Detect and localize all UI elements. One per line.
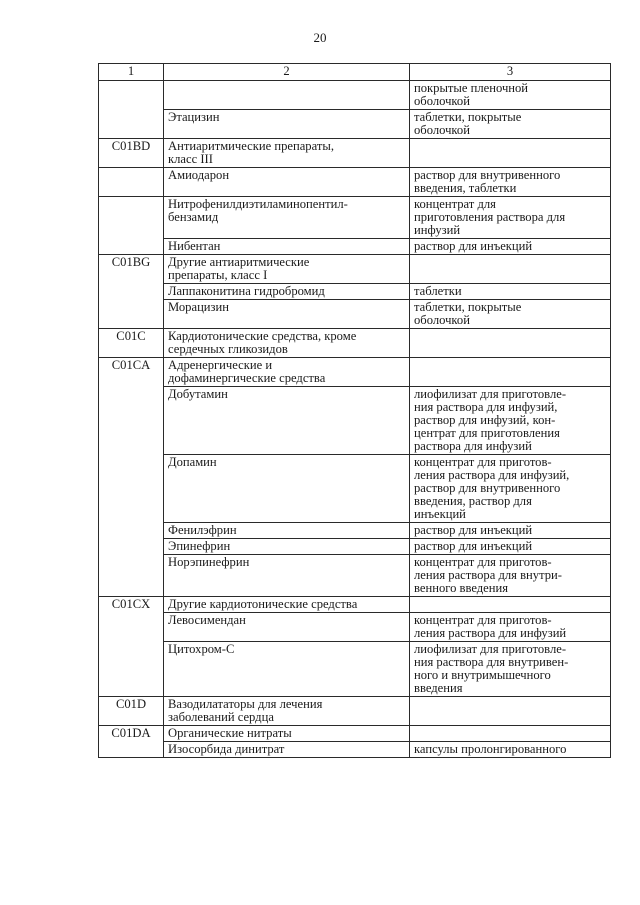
dosage-form-cell (410, 255, 611, 284)
table-row (99, 255, 611, 284)
dosage-form-cell: концентрат для приготов- ления раствора для внутри- венного введения (410, 555, 611, 597)
table-row (99, 239, 611, 255)
atc-code-cell: C01CA (99, 358, 164, 597)
table-row (99, 597, 611, 613)
dosage-form-cell: концентрат для приготов- ления раствора для инфузий, раствор для внутривенного введения, раствор для инъекций (410, 455, 611, 523)
atc-code-cell: C01D (99, 697, 164, 726)
dosage-form-cell: раствор для инъекций (410, 539, 611, 555)
dosage-form-cell: таблетки, покрытые оболочкой (410, 300, 611, 329)
table-row (99, 697, 611, 726)
drug-name-cell: Норэпинефрин (164, 555, 410, 597)
table-row (99, 358, 611, 387)
table-row (99, 139, 611, 168)
group-name-cell: Адренергические и дофаминергические средства (164, 358, 410, 387)
dosage-form-cell (410, 597, 611, 613)
dosage-form-cell: лиофилизат для приготовле- ния раствора для инфузий, раствор для инфузий, кон- центрат для приготовления раствора для инфузий (410, 387, 611, 455)
atc-code-cell: C01DA (99, 726, 164, 758)
dosage-form-cell (410, 329, 611, 358)
dosage-form-cell: таблетки (410, 284, 611, 300)
dosage-form-cell: раствор для внутривенного введения, таблетки (410, 168, 611, 197)
drug-name-cell: Изосорбида динитрат (164, 742, 410, 758)
column-header-3: 3 (410, 64, 611, 81)
group-name-cell: Другие кардиотонические средства (164, 597, 410, 613)
table-row (99, 387, 611, 455)
drug-table (98, 63, 611, 758)
drug-name-cell: Морацизин (164, 300, 410, 329)
atc-code-cell (99, 197, 164, 255)
table-row (99, 81, 611, 110)
atc-code-cell: C01C (99, 329, 164, 358)
table-row (99, 197, 611, 239)
atc-code-cell: C01BG (99, 255, 164, 329)
dosage-form-cell (410, 358, 611, 387)
dosage-form-cell (410, 726, 611, 742)
dosage-form-cell: концентрат для приготовления раствора для инфузий (410, 197, 611, 239)
table-row (99, 168, 611, 197)
group-name-cell: Вазодилататоры для лечения заболеваний сердца (164, 697, 410, 726)
group-name-cell: Органические нитраты (164, 726, 410, 742)
table-row (99, 726, 611, 742)
table-row (99, 284, 611, 300)
dosage-form-cell: таблетки, покрытые оболочкой (410, 110, 611, 139)
table-row (99, 110, 611, 139)
group-name-cell: Другие антиаритмические препараты, класс I (164, 255, 410, 284)
dosage-form-cell: раствор для инъекций (410, 239, 611, 255)
group-name-cell: Кардиотонические средства, кроме сердечных гликозидов (164, 329, 410, 358)
drug-name-cell: Нибентан (164, 239, 410, 255)
atc-code-cell (99, 81, 164, 139)
drug-name-cell: Лаппаконитина гидробромид (164, 284, 410, 300)
table-row (99, 523, 611, 539)
atc-code-cell: C01CX (99, 597, 164, 697)
atc-code-cell: C01BD (99, 139, 164, 168)
table-row (99, 613, 611, 642)
table-row (99, 555, 611, 597)
dosage-form-cell: концентрат для приготов- ления раствора для инфузий (410, 613, 611, 642)
dosage-form-cell: капсулы пролонгированного (410, 742, 611, 758)
drug-name-cell: Добутамин (164, 387, 410, 455)
dosage-form-cell: лиофилизат для приготовле- ния раствора для внутривен- ного и внутримышечного введения (410, 642, 611, 697)
drug-name-cell: Допамин (164, 455, 410, 523)
group-name-cell: Антиаритмические препараты, класс III (164, 139, 410, 168)
dosage-form-cell: покрытые пленочной оболочкой (410, 81, 611, 110)
table-row (99, 455, 611, 523)
drug-name-cell: Левосимендан (164, 613, 410, 642)
table-header-row (99, 64, 611, 81)
drug-name-cell (164, 81, 410, 110)
dosage-form-cell (410, 139, 611, 168)
page-number: 20 (313, 30, 327, 45)
dosage-form-cell (410, 697, 611, 726)
drug-name-cell: Эпинефрин (164, 539, 410, 555)
drug-name-cell: Цитохром-С (164, 642, 410, 697)
drug-name-cell: Амиодарон (164, 168, 410, 197)
table-row (99, 329, 611, 358)
table-row (99, 742, 611, 758)
drug-name-cell: Нитрофенилдиэтиламинопентил- бензамид (164, 197, 410, 239)
drug-name-cell: Этацизин (164, 110, 410, 139)
dosage-form-cell: раствор для инъекций (410, 523, 611, 539)
table-row (99, 300, 611, 329)
column-header-2: 2 (164, 64, 410, 81)
atc-code-cell (99, 168, 164, 197)
table-row (99, 539, 611, 555)
column-header-1: 1 (99, 64, 164, 81)
table-row (99, 642, 611, 697)
drug-name-cell: Фенилэфрин (164, 523, 410, 539)
